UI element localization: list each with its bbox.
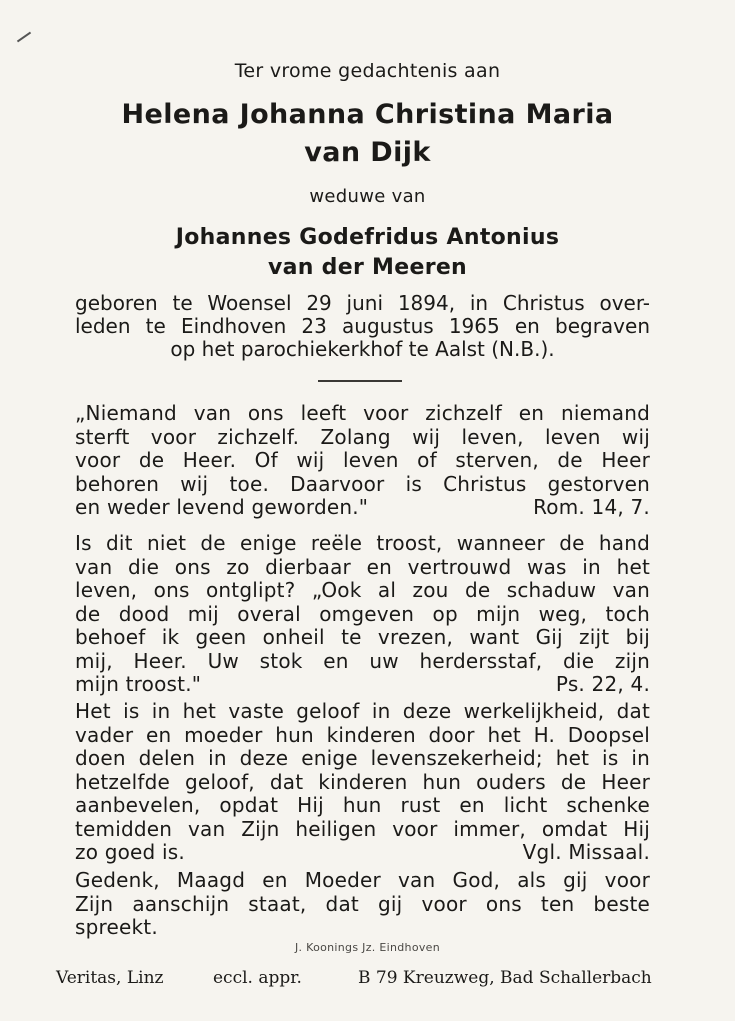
scripture-reference: Rom. 14, 7. [533, 495, 650, 519]
text-line: voor de Heer. Of wij leven of sterven, de Heer [75, 448, 650, 472]
text-line: Zijn aanschijn staat, dat gij voor ons ten beste [75, 891, 650, 916]
divider-line [318, 380, 402, 382]
relation-text: weduwe van [309, 186, 426, 207]
text-line: van die ons zo dierbaar en vertrouwd was in het [75, 554, 650, 579]
text-line: leven, ons ontglipt? „Ook al zou de schaduw van [75, 578, 650, 602]
intro-text: Ter vrome gedachtenis aan [234, 60, 501, 82]
text-line: temidden van Zijn heiligen voor immer, omdat Hij [75, 816, 650, 841]
dates-line: geboren te Woensel 29 juni 1894, in Christus over- [75, 291, 650, 315]
deceased-name-line2: van Dijk [304, 137, 431, 168]
husband-name-line2: van der Meeren [267, 255, 468, 280]
text-line: Is dit niet de enige reële troost, wanneer de hand [75, 531, 650, 555]
text-line: doen delen in deze enige levenszekerheid; het is in [75, 746, 650, 770]
deceased-name-line1: Helena Johanna Christina Maria [121, 99, 614, 130]
footer-approval: eccl. appr. [213, 968, 302, 988]
text-line: mijn troost." [75, 672, 202, 696]
text-line: en weder levend geworden." [75, 495, 369, 519]
dates-line: leden te Eindhoven 23 augustus 1965 en begraven [75, 314, 650, 338]
text-line: spreekt. [75, 915, 158, 939]
life-dates [75, 292, 650, 361]
printer-credit: J. Koonings Jz. Eindhoven [295, 941, 440, 954]
text-line: behoef ik geen onheil te vrezen, want Gij zijt bij [75, 625, 650, 649]
husband-name-line1: Johannes Godefridus Antonius [175, 225, 560, 250]
husband-name [0, 223, 735, 283]
pen-mark [17, 32, 31, 43]
missal-text [75, 700, 650, 865]
text-line: hetzelfde geloof, dat kinderen hun ouders de Heer [75, 769, 650, 794]
prayer-text [75, 869, 650, 940]
text-line: de dood mij overal omgeven op mijn weg, toch [75, 601, 650, 626]
dates-line: op het parochiekerkhof te Aalst (N.B.). [170, 337, 555, 361]
text-line: aanbevelen, opdat Hij hun rust en licht schenke [75, 793, 650, 817]
footer-series: B 79 Kreuzweg, Bad Schallerbach [358, 968, 652, 988]
scripture-reference: Vgl. Missaal. [522, 840, 650, 864]
text-line: vader en moeder hun kinderen door het H. Doopsel [75, 722, 650, 747]
text-line: Gedenk, Maagd en Moeder van God, als gij voor [75, 868, 650, 892]
footer-publisher: Veritas, Linz [56, 968, 164, 988]
text-line: mij, Heer. Uw stok en uw herdersstaf, die zijn [75, 648, 650, 673]
text-line: behoren wij toe. Daarvoor is Christus gestorven [75, 471, 650, 496]
deceased-name [0, 96, 735, 172]
text-line: „Niemand van ons leeft voor zichzelf en niemand [75, 401, 650, 425]
scripture-reference: Ps. 22, 4. [555, 672, 650, 696]
scripture-psalm [75, 532, 650, 697]
scripture-romans [75, 402, 650, 520]
text-line: Het is in het vaste geloof in deze werkelijkheid, dat [75, 699, 650, 723]
text-line: sterft voor zichzelf. Zolang wij leven, leven wij [75, 424, 650, 449]
text-line: zo goed is. [75, 840, 185, 864]
